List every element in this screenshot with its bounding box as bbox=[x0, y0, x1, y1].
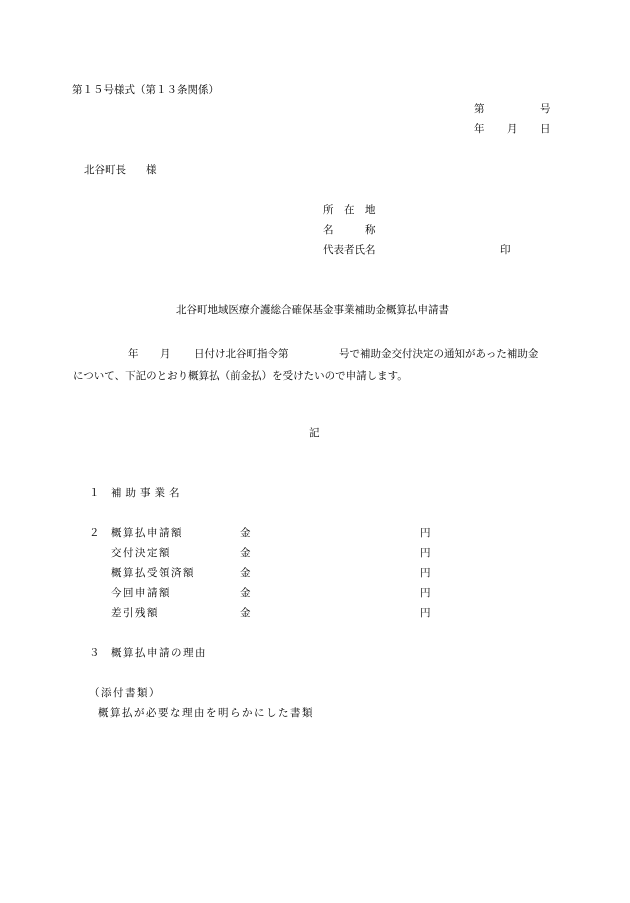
yen-unit: 円 bbox=[420, 567, 431, 579]
currency-prefix: 金 bbox=[240, 547, 251, 559]
addressee-honorific: 様 bbox=[146, 164, 157, 176]
date-year: 年 bbox=[474, 123, 485, 135]
applied-amount-label: 概算払申請額 bbox=[111, 527, 183, 539]
approved-amount-label: 交付決定額 bbox=[111, 547, 171, 559]
currency-prefix: 金 bbox=[240, 527, 251, 539]
yen-unit: 円 bbox=[420, 547, 431, 559]
item-1-label: 補助事業名 bbox=[111, 487, 184, 499]
currency-prefix: 金 bbox=[240, 587, 251, 599]
body-month: 月 bbox=[160, 348, 171, 360]
ki-heading: 記 bbox=[309, 427, 320, 439]
representative-label: 代表者氏名 bbox=[323, 244, 376, 256]
body-year: 年 bbox=[128, 348, 139, 360]
received-amount-label: 概算払受領済額 bbox=[111, 567, 195, 579]
item-3-number: ３ bbox=[89, 647, 100, 659]
date-month: 月 bbox=[507, 123, 518, 135]
yen-unit: 円 bbox=[420, 587, 431, 599]
item-3-label: 概算払申請の理由 bbox=[111, 647, 207, 659]
attachment-item: 概算払が必要な理由を明らかにした書類 bbox=[98, 707, 314, 719]
attachments-heading: （添付書類） bbox=[89, 687, 161, 699]
current-request-label: 今回申請額 bbox=[111, 587, 171, 599]
body-mid: 日付け北谷町指令第 bbox=[194, 348, 289, 360]
body-line-2: について、下記のとおり概算払（前金払）を受けたいので申請します。 bbox=[73, 370, 408, 382]
item-2-number: ２ bbox=[89, 527, 100, 539]
currency-prefix: 金 bbox=[240, 607, 251, 619]
doc-number-suffix: 号 bbox=[540, 103, 551, 115]
date-day: 日 bbox=[540, 123, 551, 135]
yen-unit: 円 bbox=[420, 607, 431, 619]
seal-mark: 印 bbox=[500, 244, 511, 256]
document-title: 北谷町地域医療介護総合確保基金事業補助金概算払申請書 bbox=[176, 304, 449, 316]
form-number: 第１５号様式（第１３条関係） bbox=[72, 84, 219, 96]
address-label: 所 在 地 bbox=[323, 204, 376, 216]
yen-unit: 円 bbox=[420, 527, 431, 539]
name-label: 名 称 bbox=[323, 224, 376, 236]
item-1-number: １ bbox=[89, 487, 100, 499]
body-end: 号で補助金交付決定の通知があった補助金 bbox=[339, 348, 539, 360]
addressee-title: 北谷町長 bbox=[84, 164, 126, 176]
currency-prefix: 金 bbox=[240, 567, 251, 579]
remaining-amount-label: 差引残額 bbox=[111, 607, 159, 619]
doc-number-prefix: 第 bbox=[474, 103, 485, 115]
